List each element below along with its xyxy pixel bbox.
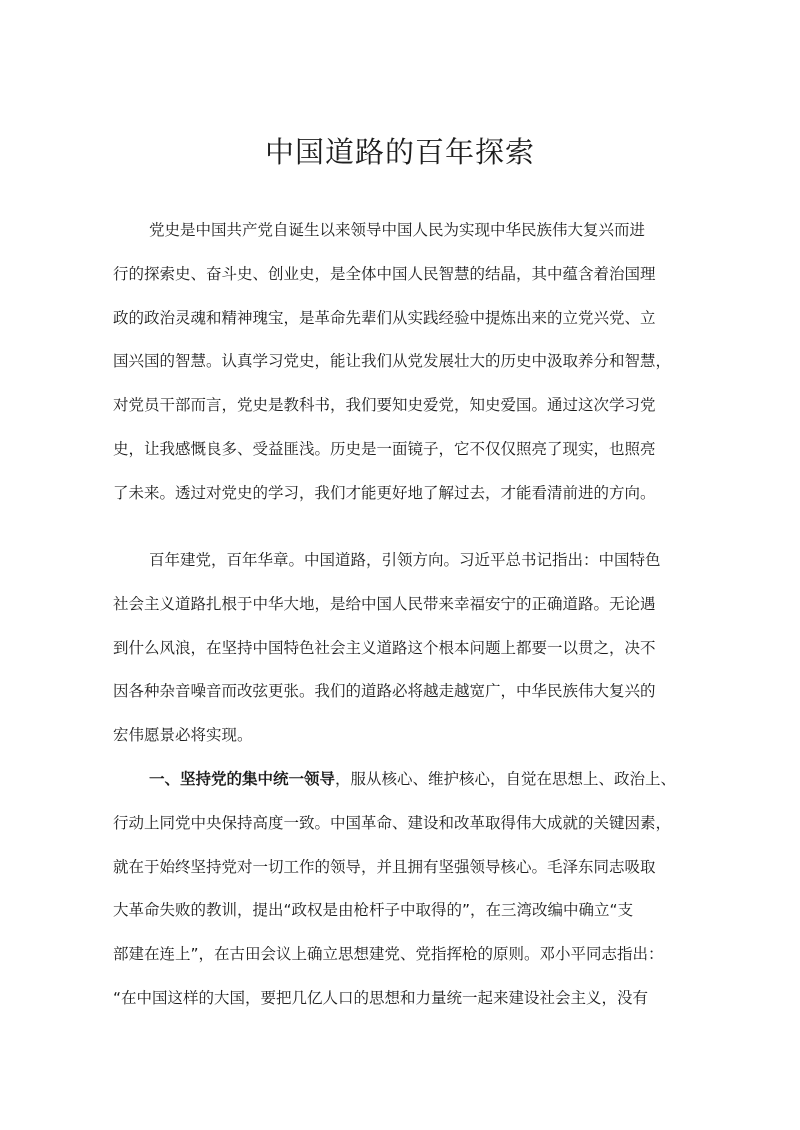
paragraph-3-first-line-rest: ，服从核心、维护核心，自觉在思想上、政治上、	[335, 770, 677, 788]
paragraph-3-line: “在中国这样的大国，要把几亿人口的思想和力量统一起来建设社会主义，没有	[113, 989, 649, 1007]
paragraph-1-line: 党史是中国共产党自诞生以来领导中国人民为实现中华民族伟大复兴而进	[149, 221, 646, 239]
paragraph-1-line: 史，让我感慨良多、受益匪浅。历史是一面镜子，它不仅仅照亮了现实，也照亮	[113, 440, 656, 458]
paragraph-2-line: 到什么风浪，在坚持中国特色社会主义道路这个根本问题上都要一以贯之，决不	[113, 639, 656, 657]
paragraph-3-line: 行动上同党中央保持高度一致。中国革命、建设和改革取得伟大成就的关键因素，	[113, 814, 672, 832]
paragraph-3-line: 就在于始终坚持党对一切工作的领导，并且拥有坚强领导核心。毛泽东同志吸取	[113, 858, 656, 876]
document-title: 中国道路的百年探索	[264, 135, 535, 169]
paragraph-1-line: 国兴国的智慧。认真学习党史，能让我们从党发展壮大的历史中汲取养分和智慧，	[113, 352, 672, 370]
paragraph-3-line: 大革命失败的教训，提出“政权是由枪杆子中取得的”，在三湾改编中确立“支	[113, 901, 634, 919]
paragraph-2-line: 因各种杂音噪音而改弦更张。我们的道路必将越走越宽广，中华民族伟大复兴的	[113, 682, 656, 700]
paragraph-1-line: 对党员干部而言，党史是教科书，我们要知史爱党，知史爱国。通过这次学习党	[113, 396, 656, 414]
paragraph-3-line: 部建在连上”，在古田会议上确立思想建党、党指挥枪的原则。邓小平同志指出：	[113, 945, 664, 963]
paragraph-1-line: 行的探索史、奋斗史、创业史，是全体中国人民智慧的结晶，其中蕴含着治国理	[113, 265, 656, 283]
paragraph-2-line: 社会主义道路扎根于中华大地，是给中国人民带来幸福安宁的正确道路。无论遇	[113, 595, 656, 613]
paragraph-2-line: 百年建党，百年华章。中国道路，引领方向。习近平总书记指出：中国特色	[149, 551, 661, 569]
paragraph-1-line: 了未来。透过对党史的学习，我们才能更好地了解过去，才能看清前进的方向。	[113, 484, 656, 502]
paragraph-2-line: 宏伟愿景必将实现。	[113, 726, 253, 744]
paragraph-1-line: 政的政治灵魂和精神瑰宝，是革命先辈们从实践经验中提炼出来的立党兴党、立	[113, 309, 656, 327]
section-heading: 一、坚持党的集中统一领导	[149, 770, 336, 788]
paragraph-3-first-line	[149, 769, 694, 789]
